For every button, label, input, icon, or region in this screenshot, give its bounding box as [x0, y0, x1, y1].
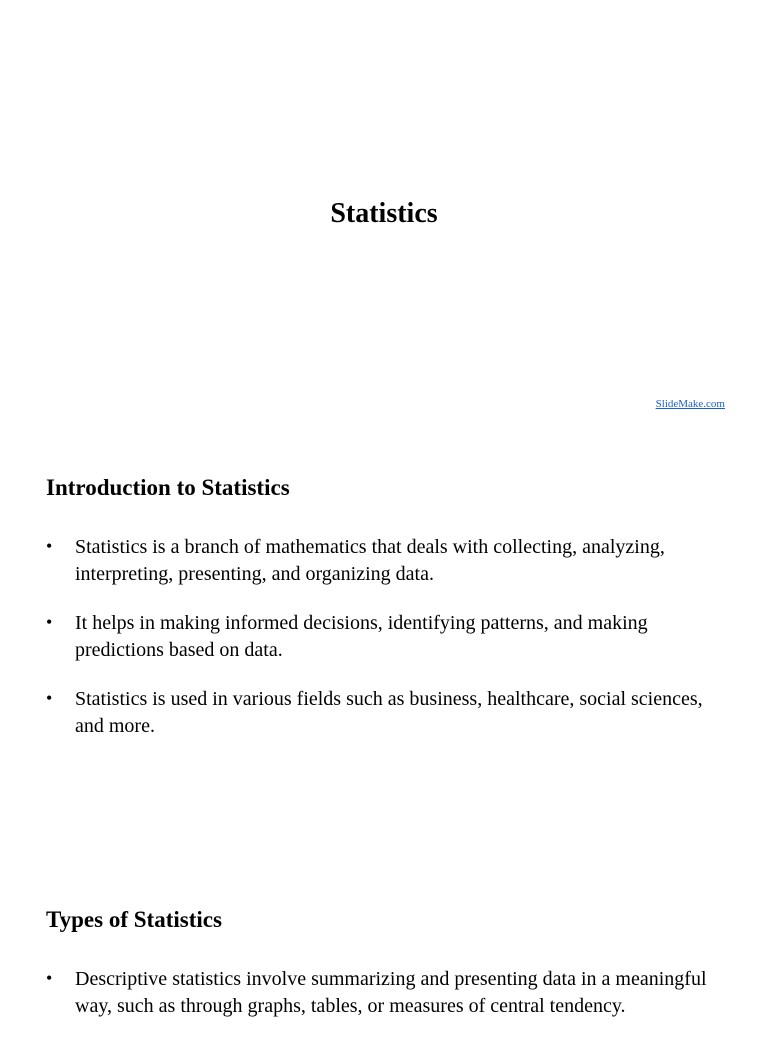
bullet-text: Statistics is a branch of mathematics that deals with collecting, analyzing, interpreting, presenting, and organizing data. — [75, 536, 665, 585]
bullet-icon: • — [46, 968, 53, 988]
bullet-text: Descriptive statistics involve summarizing and presenting data in a meaningful way, such as through graphs, tables, or measures of central tendency. — [75, 968, 707, 1017]
bullet-text: Statistics is used in various fields such as business, healthcare, social sciences, and more. — [75, 688, 703, 737]
bullet-icon: • — [46, 612, 53, 632]
list-item — [46, 534, 726, 587]
section-heading-types: Types of Statistics — [46, 907, 222, 932]
introduction-bullet-list — [46, 534, 726, 762]
section-heading-introduction: Introduction to Statistics — [46, 475, 290, 500]
bullet-text: It helps in making informed decisions, identifying patterns, and making predictions based on data. — [75, 612, 648, 661]
types-bullet-list — [46, 966, 726, 1042]
page-title: Statistics — [330, 198, 438, 229]
bullet-icon: • — [46, 688, 53, 708]
bullet-icon: • — [46, 536, 53, 556]
list-item — [46, 610, 726, 663]
list-item — [46, 966, 726, 1019]
slidemake-link[interactable]: SlideMake.com — [655, 398, 725, 410]
list-item — [46, 686, 726, 739]
